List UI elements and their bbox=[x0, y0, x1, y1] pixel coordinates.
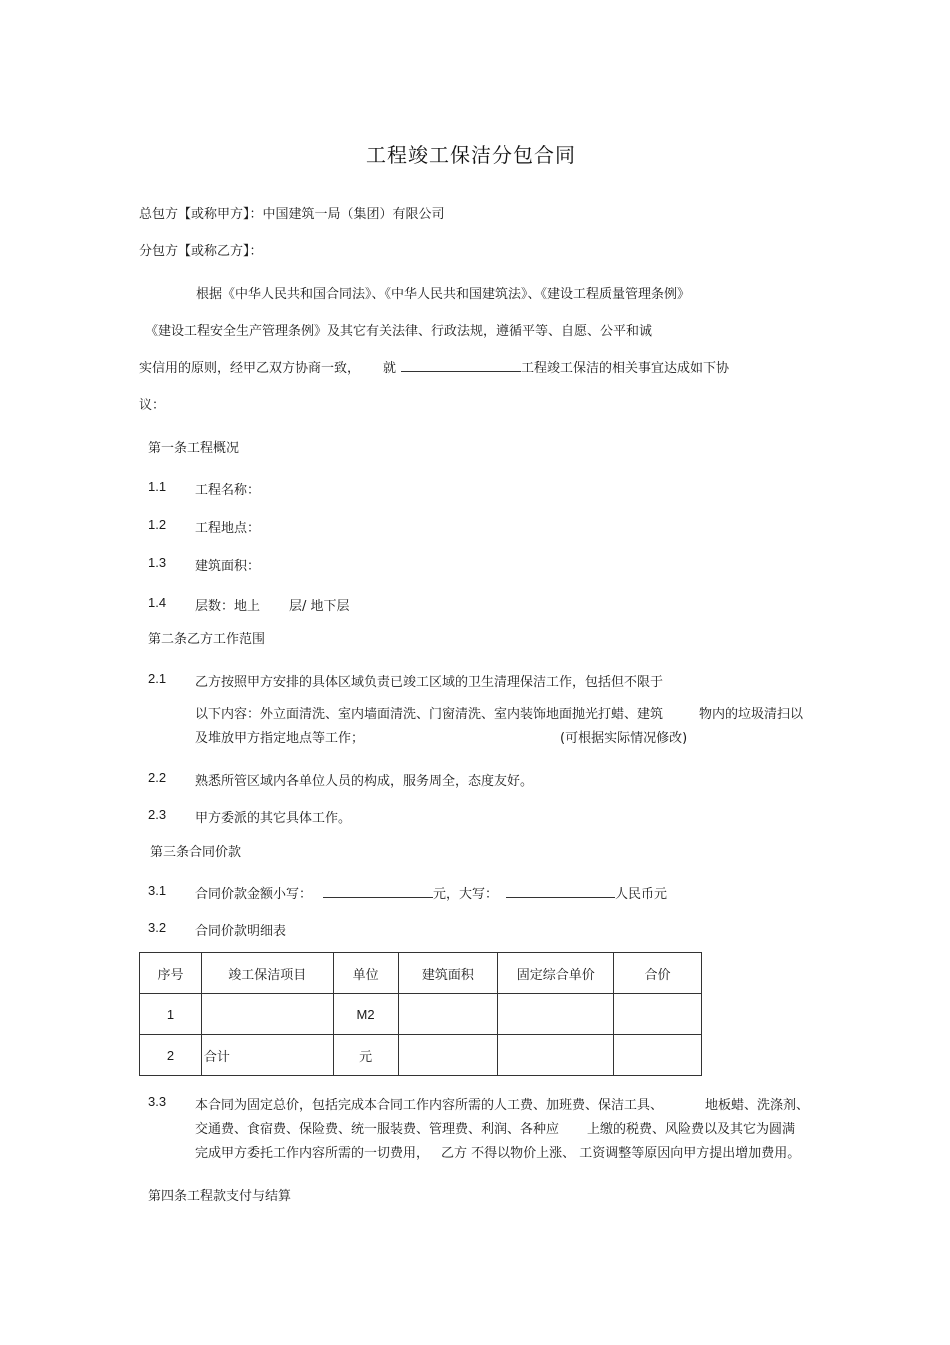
item-3-1-end: 人民币元 bbox=[615, 887, 668, 902]
table-cell bbox=[201, 994, 333, 1035]
table-header-cell: 合价 bbox=[614, 953, 702, 994]
table-cell bbox=[498, 1035, 614, 1076]
preamble-line-2: 《建设工程安全生产管理条例》及其它有关法律、行政法规，遵循平等、自愿、公平和诚 bbox=[145, 324, 653, 339]
item-1-4-number: 1.4 bbox=[148, 595, 167, 610]
document-title: 工程竣工保洁分包合同 bbox=[366, 143, 576, 167]
party-a-line: 总包方【或称甲方】：中国建筑一局（集团）有限公司 bbox=[139, 207, 445, 222]
item-3-3-line-2b: 上缴的税费、风险费以及其它为圆满 bbox=[587, 1122, 796, 1137]
item-3-3-line-1b: 地板蜡、洗涤剂、 bbox=[705, 1098, 810, 1113]
item-2-3-number: 2.3 bbox=[148, 807, 167, 822]
item-2-1-line-2b: 物内的垃圾清扫以 bbox=[699, 707, 804, 722]
item-2-3-text: 甲方委派的其它具体工作。 bbox=[195, 811, 352, 826]
item-2-1-number: 2.1 bbox=[148, 671, 167, 686]
item-1-4-text2: 层/ 地下层 bbox=[289, 599, 350, 614]
item-1-3-text: 建筑面积： bbox=[195, 559, 261, 574]
table-header-cell: 竣工保洁项目 bbox=[201, 953, 333, 994]
preamble-line-1: 根据《中华人民共和国合同法》、《中华人民共和国建筑法》、《建设工程质量管理条例》 bbox=[196, 287, 691, 302]
item-2-2-number: 2.2 bbox=[148, 770, 167, 785]
item-3-1-mid: 元，大写： bbox=[433, 887, 499, 902]
item-2-1-line-1: 乙方按照甲方安排的具体区域负责已竣工区域的卫生清理保洁工作，包括但不限于 bbox=[195, 675, 664, 690]
item-2-2-text: 熟悉所管区域内各单位人员的构成，服务周全，态度友好。 bbox=[195, 774, 534, 789]
table-cell: 2 bbox=[140, 1035, 202, 1076]
table-cell: 元 bbox=[333, 1035, 398, 1076]
item-1-4-text: 层数：地上 bbox=[195, 599, 261, 614]
item-1-2-number: 1.2 bbox=[148, 517, 167, 532]
item-3-1-number: 3.1 bbox=[148, 883, 167, 898]
article-4-heading: 第四条工程款支付与结算 bbox=[148, 1189, 292, 1204]
item-3-2-label: 合同价款明细表 bbox=[195, 924, 287, 939]
table-cell bbox=[398, 994, 498, 1035]
table-row bbox=[140, 1035, 702, 1076]
item-1-1-text: 工程名称： bbox=[195, 483, 261, 498]
item-3-3-number: 3.3 bbox=[148, 1094, 167, 1109]
preamble-line-3a: 实信用的原则，经甲乙双方协商一致， bbox=[139, 361, 361, 376]
table-cell bbox=[498, 994, 614, 1035]
table-cell: 合计 bbox=[201, 1035, 333, 1076]
item-2-1-line-3b: (可根据实际情况修改) bbox=[560, 731, 688, 746]
table-row bbox=[140, 994, 702, 1035]
item-3-1-label: 合同价款金额小写： bbox=[195, 887, 313, 902]
party-b-line: 分包方【或称乙方】： bbox=[139, 244, 263, 259]
price-detail-table bbox=[139, 952, 702, 1076]
table-header-cell: 单位 bbox=[333, 953, 398, 994]
preamble-line-3b: 就 bbox=[383, 361, 397, 376]
item-3-3-line-1a: 本合同为固定总价，包括完成本合同工作内容所需的人工费、加班费、保洁工具、 bbox=[195, 1098, 664, 1113]
table-cell: 1 bbox=[140, 994, 202, 1035]
item-3-3-line-3b: 乙方 不得以物价上涨、 工资调整等原因向甲方提出增加费用。 bbox=[441, 1146, 801, 1161]
table-cell bbox=[614, 994, 702, 1035]
item-3-2-number: 3.2 bbox=[148, 920, 167, 935]
table-cell: M2 bbox=[333, 994, 398, 1035]
item-1-2-text: 工程地点： bbox=[195, 521, 261, 536]
table-cell bbox=[614, 1035, 702, 1076]
article-3-heading: 第三条合同价款 bbox=[150, 845, 242, 860]
amount-figures-blank bbox=[323, 883, 433, 898]
project-name-blank bbox=[401, 357, 521, 372]
item-2-1-line-2a: 以下内容：外立面清洗、室内墙面清洗、门窗清洗、室内装饰地面抛光打蜡、建筑 bbox=[195, 707, 664, 722]
article-1-heading: 第一条工程概况 bbox=[148, 441, 240, 456]
table-header-cell: 固定综合单价 bbox=[498, 953, 614, 994]
item-2-1-line-3a: 及堆放甲方指定地点等工作； bbox=[195, 731, 365, 746]
preamble-line-4: 议： bbox=[139, 398, 166, 413]
table-header-row bbox=[140, 953, 702, 994]
amount-words-blank bbox=[506, 883, 615, 898]
item-3-3-line-2a: 交通费、食宿费、保险费、统一服装费、管理费、利润、各种应 bbox=[195, 1122, 560, 1137]
table-header-cell: 序号 bbox=[140, 953, 202, 994]
item-3-3-line-3a: 完成甲方委托工作内容所需的一切费用， bbox=[195, 1146, 430, 1161]
item-1-3-number: 1.3 bbox=[148, 555, 167, 570]
preamble-line-3c: 工程竣工保洁的相关事宜达成如下协 bbox=[521, 361, 730, 376]
table-cell bbox=[398, 1035, 498, 1076]
article-2-heading: 第二条乙方工作范围 bbox=[148, 632, 266, 647]
table-header-cell: 建筑面积 bbox=[398, 953, 498, 994]
item-1-1-number: 1.1 bbox=[148, 479, 167, 494]
